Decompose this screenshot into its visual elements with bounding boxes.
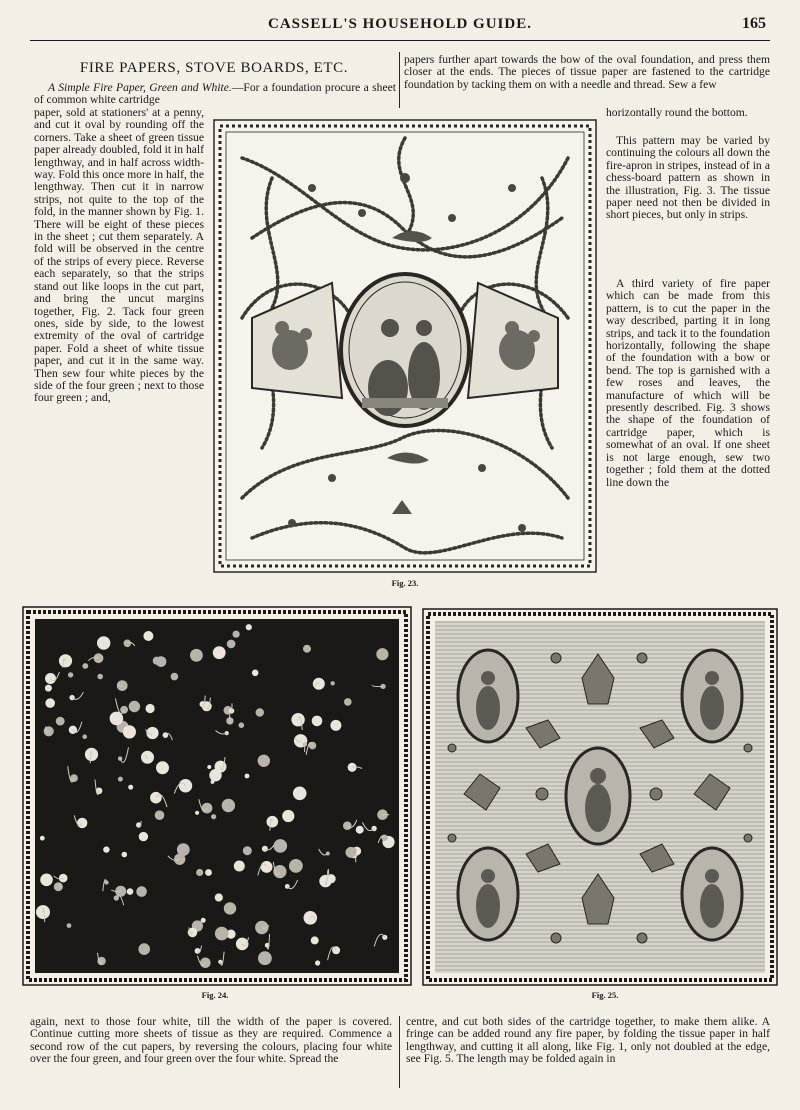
intro-paragraph (34, 82, 396, 107)
section-heading: FIRE PAPERS, STOVE BOARDS, ETC. (79, 60, 349, 76)
column-divider-bottom (399, 1016, 400, 1088)
fig24-caption: Fig. 24. (201, 990, 229, 1000)
intro-rest: —For a foundation procure a sheet of common white cartridge (34, 81, 396, 107)
fig25-cameo-pattern (422, 608, 778, 986)
figure-23 (212, 118, 598, 574)
right-top-text: papers further apart towards the bow of the oval foundation, and press them closer at the ends. The pieces of tissue paper are fastened to the cartridge foundation by tacking them on with a needle and thread. Sew a few (404, 54, 770, 91)
right-column-text-3: A third variety of fire paper which can be made from this pattern, is to cut the paper in the way described, parting it in long strips, and tack it to the foundation horizontally, following the shape of the foundation with a bow or bend. The top is garnished with a few roses and leaves, the manufacture of which will be presently described. Fig. 3 shows the shape of the foundation of cartridge paper, which is somewhat of an oval. If one sheet is not large enough, sew two together ; fold them at the dotted line down the (606, 278, 770, 489)
figure-25 (422, 608, 778, 986)
right-column-text-2: This pattern may be varied by continuing the colours all down the fire-apron in stripes, instead of in a chess-board pattern as shown in the illustration, Fig. 3. The tissue paper need not then be divided in short pieces, but only in strips. (606, 135, 770, 222)
figure-24 (22, 606, 412, 986)
page-number: 165 (742, 15, 766, 32)
fig23-caption: Fig. 23. (391, 578, 419, 588)
left-column-text: paper, sold at stationers' at a penny, and cut it oval by rounding off the corners. Take a sheet of green tissue paper already doubled, fold it in half lengthway, and in half across width-way. Fold this once more in half, the lengthway. Then cut it in narrow strips, not quite to the top of the fold, in the manner shown by Fig. 1. There will be eight of these pieces in the sheet ; cut them separately. A fold will be observed in the centre of the strips of every piece. Reverse each separately, so that the strips stand out like loops in the cut part, and bring the uncut margins together, Fig. 2. Tack four green ones, side by side, to the lowest extremity of the oval of cartridge paper. Fold a sheet of white tissue paper, and cut it in the same way. Then sew four white pieces by the side of the four green ; next to those four green ; and, (34, 107, 204, 405)
running-head (30, 14, 770, 41)
bottom-right-text: centre, and cut both sides of the cartridge together, to make them alike. A fringe can be added round any fire paper, by folding the tissue paper in half lengthway, and cutting it all along, like Fig. 1, only not doubled at the edge, see Fig. 5. The length may be folded again in (406, 1015, 770, 1066)
right-column-text-1: horizontally round the bottom. (606, 107, 748, 119)
fig23-engraving (212, 118, 598, 574)
column-divider-top (399, 52, 400, 108)
fig24-floral-pattern (22, 606, 412, 986)
running-title: CASSELL'S HOUSEHOLD GUIDE. (268, 16, 532, 32)
lead-in: A Simple Fire Paper, Green and White. (48, 81, 232, 94)
bottom-left-text: again, next to those four white, till the width of the paper is covered. Continue cutting more sheets of tissue as they are required. Commence a second row of the cut papers, by reversing the colours, placing four white over the four green, and four green over the four white. Spread the (30, 1015, 392, 1066)
fig25-caption: Fig. 25. (591, 990, 619, 1000)
